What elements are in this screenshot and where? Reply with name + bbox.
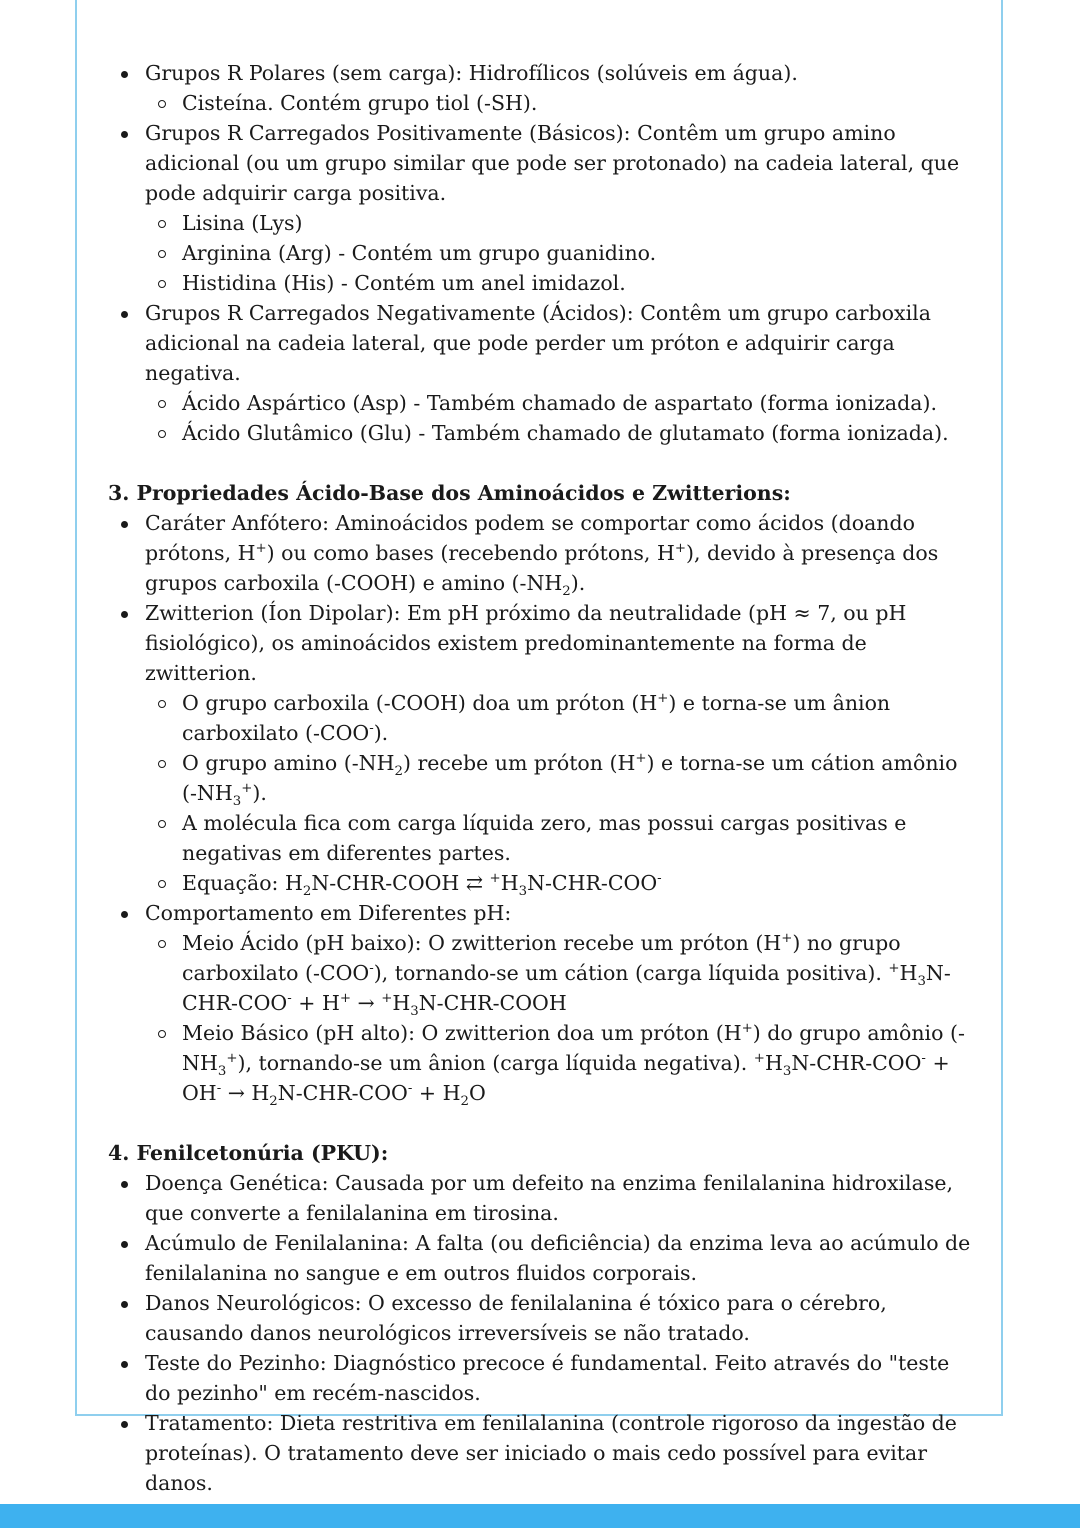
- list-item: [108, 1228, 978, 1288]
- list-item: [145, 1018, 978, 1108]
- list-item: [108, 598, 978, 898]
- bottom-accent-bar: [0, 1504, 1080, 1528]
- treatment-text: Tratamento: Dieta restritiva em fenilalanina (controle rigoroso da ingestão de proteínas). O tratamento deve ser iniciado o mais cedo possível para evitar danos.: [145, 1411, 957, 1495]
- accumulation-text: Acúmulo de Fenilalanina: A falta (ou deficiência) da enzima leva ao acúmulo de fenilalanina no sangue e em outros fluidos corporais.: [145, 1231, 971, 1285]
- equation-text: Equação: $H_2N-CHR$-COOH ⇄ $^+H_3N-CHR-COO^-$: [182, 871, 662, 900]
- zwitterion-text: Zwitterion (Íon Dipolar): Em pH próximo da neutralidade (pH ≈ 7, ou pH fisiológico), os aminoácidos existem predominantemente na forma de zwitterion.: [145, 601, 907, 685]
- list-item: [108, 508, 978, 598]
- list-item: [108, 118, 978, 298]
- list-item: [145, 88, 978, 118]
- polar-group-text: Grupos R Polares (sem carga): Hidrofílicos (solúveis em água).: [145, 61, 798, 85]
- heel-prick-test-text: Teste do Pezinho: Diagnóstico precoce é fundamental. Feito através do "teste do pezinho" em recém-nascidos.: [145, 1351, 950, 1405]
- document-content: [108, 58, 978, 1498]
- amino-text: O grupo amino $(-NH_2)$ recebe um próton (H+) e torna-se um cátion amônio $(-NH_3^+)$.: [182, 751, 958, 810]
- acid-base-list: [108, 508, 978, 1108]
- genetic-disease-text: Doença Genética: Causada por um defeito na enzima fenilalanina hidroxilase, que converte a fenilalanina em tirosina.: [145, 1171, 954, 1225]
- amphoteric-text: Caráter Anfótero: Aminoácidos podem se comportar como ácidos (doando prótons, H+) ou como bases (recebendo prótons, H+), devido à presença dos grupos carboxila (-COOH) e amino $(-NH_2)$.: [145, 511, 939, 600]
- basic-medium-text: Meio Básico (pH alto): O zwitterion doa um próton (H+) do grupo amônio $(-NH_3^+)$, tornando-se um ânion (carga líquida negativa). $^+H_3N-CHR-COO^- + OH^- \to H_2N-CHR-COO^- + H_2O$: [182, 1021, 965, 1110]
- net-charge-text: A molécula fica com carga líquida zero, mas possui cargas positivas e negativas em diferentes partes.: [182, 811, 907, 865]
- list-item: [108, 1168, 978, 1228]
- section-3-title: 3. Propriedades Ácido-Base dos Aminoácidos e Zwitterions:: [108, 481, 791, 505]
- list-item: [145, 928, 978, 1018]
- list-item: [145, 418, 978, 448]
- amino-acid-groups-list: [108, 58, 978, 448]
- list-item: [145, 808, 978, 868]
- list-item: [108, 1348, 978, 1408]
- section-4-title: 4. Fenilcetonúria (PKU):: [108, 1141, 389, 1165]
- list-item: [108, 58, 978, 118]
- list-item: [108, 898, 978, 1108]
- list-item: [145, 208, 978, 238]
- histidine-text: Histidina (His) - Contém um anel imidazol.: [182, 271, 626, 295]
- list-item: [108, 298, 978, 448]
- aspartic-acid-text: Ácido Aspártico (Asp) - Também chamado de aspartato (forma ionizada).: [182, 391, 937, 415]
- glutamic-acid-text: Ácido Glutâmico (Glu) - Também chamado de glutamato (forma ionizada).: [182, 421, 949, 445]
- lysine-text: Lisina (Lys): [182, 211, 303, 235]
- list-item: [145, 388, 978, 418]
- arginine-text: Arginina (Arg) - Contém um grupo guanidino.: [182, 241, 657, 265]
- pku-list: [108, 1168, 978, 1498]
- list-item: [145, 238, 978, 268]
- acidic-medium-text: Meio Ácido (pH baixo): O zwitterion recebe um próton (H+) no grupo carboxilato (-COO-), tornando-se um cátion (carga líquida positiva). $^+H_3N-CHR-COO^- + H^+$ → $^+H_3N-CHR$-COOH: [182, 931, 951, 1020]
- carboxyl-text: O grupo carboxila (-COOH) doa um próton (H+) e torna-se um ânion carboxilato (-COO-).: [182, 691, 891, 745]
- list-item: [145, 868, 978, 898]
- acidic-group-text: Grupos R Carregados Negativamente (Ácidos): Contêm um grupo carboxila adicional na cadeia lateral, que pode perder um próton e adquirir carga negativa.: [145, 301, 931, 385]
- list-item: [108, 1288, 978, 1348]
- list-item: [145, 268, 978, 298]
- basic-group-text: Grupos R Carregados Positivamente (Básicos): Contêm um grupo amino adicional (ou um grupo similar que pode ser protonado) na cadeia lateral, que pode adquirir carga positiva.: [145, 121, 960, 205]
- neuro-damage-text: Danos Neurológicos: O excesso de fenilalanina é tóxico para o cérebro, causando danos neurológicos irreversíveis se não tratado.: [145, 1291, 887, 1345]
- cysteine-text: Cisteína. Contém grupo tiol (-SH).: [182, 91, 538, 115]
- ph-behavior-text: Comportamento em Diferentes pH:: [145, 901, 512, 925]
- list-item: [145, 748, 978, 808]
- list-item: [145, 688, 978, 748]
- list-item: [108, 1408, 978, 1498]
